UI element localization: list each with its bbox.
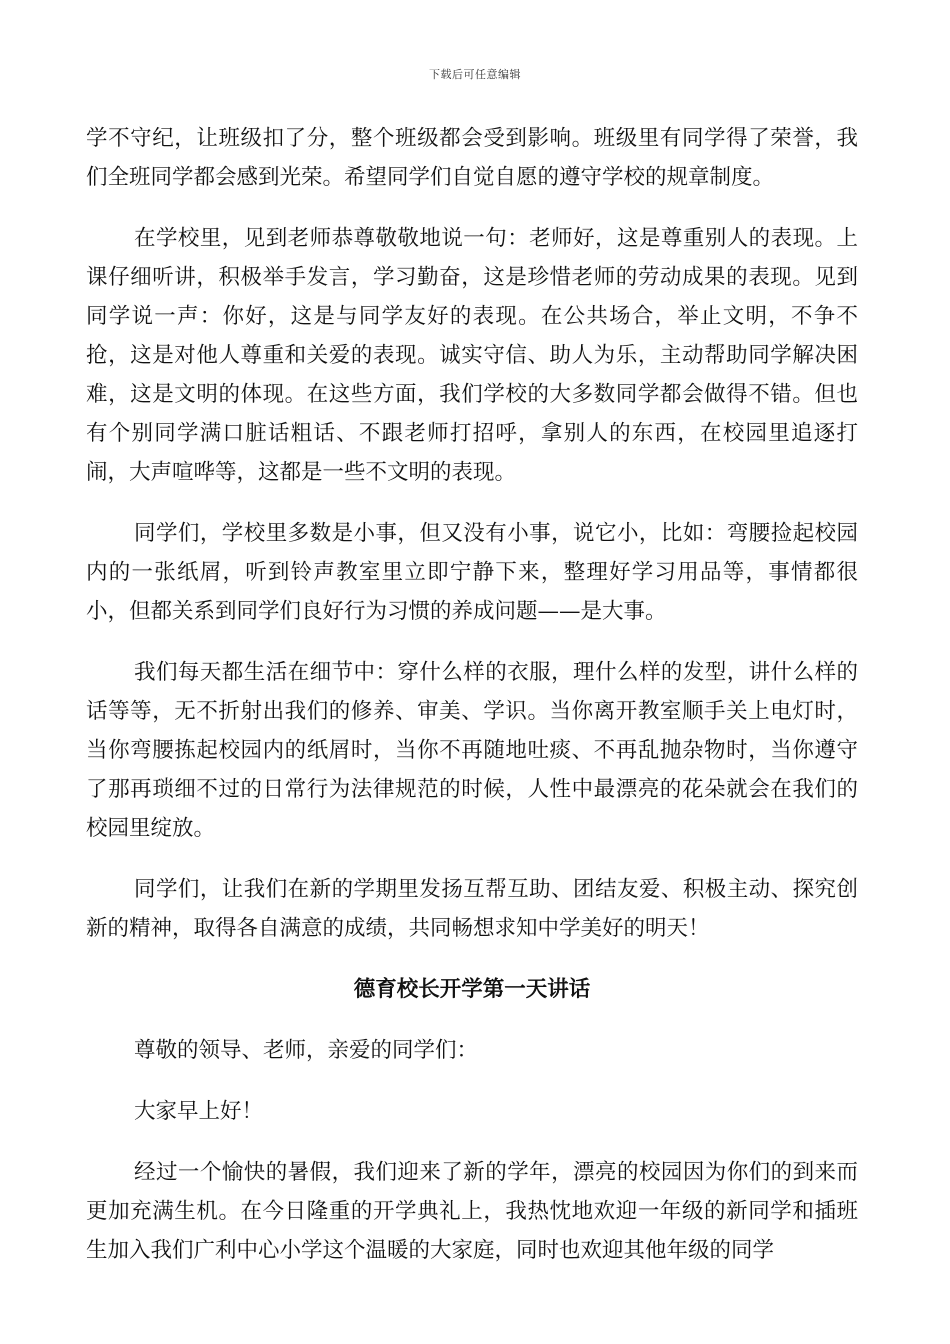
paragraph-8: 经过一个愉快的暑假，我们迎来了新的学年，漂亮的校园因为你们的到来而更加充满生机。在今日隆重的开学典礼上，我热忱地欢迎一年级的新同学和插班生加入我们广利中心小学这个温暖的大家庭，同时也欢迎其他年级的同学 <box>86 1160 858 1263</box>
document-body <box>86 119 858 1292</box>
paragraph-2: 在学校里，见到老师恭尊敬敬地说一句：老师好，这是尊重别人的表现。上课仔细听讲，积极举手发言，学习勤奋，这是珍惜老师的劳动成果的表现。见到同学说一声：你好，这是与同学友好的表现。在公共场合，举止文明，不争不抢，这是对他人尊重和关爱的表现。诚实守信、助人为乐，主动帮助同学解决困难，这是文明的体现。在这些方面，我们学校的大多数同学都会做得不错。但也有个别同学满口脏话粗话、不跟老师打招呼，拿别人的东西，在校园里追逐打闹，大声喧哗等，这都是一些不文明的表现。 <box>86 226 858 485</box>
section-title: 德育校长开学第一天讲话 <box>353 977 591 1002</box>
page-header-note: 下载后可任意编辑 <box>429 68 521 81</box>
paragraph-1: 学不守纪，让班级扣了分，整个班级都会受到影响。班级里有同学得了荣誉，我们全班同学都会感到光荣。希望同学们自觉自愿的遵守学校的规章制度。 <box>86 126 858 190</box>
salutation: 尊敬的领导、老师，亲爱的同学们： <box>134 1038 479 1063</box>
paragraph-3: 同学们，学校里多数是小事，但又没有小事，说它小，比如：弯腰捡起校园内的一张纸屑，听到铃声教室里立即宁静下来，整理好学习用品等，事情都很小，但都关系到同学们良好行为习惯的养成问题——是大事。 <box>86 521 858 624</box>
paragraph-5: 同学们，让我们在新的学期里发扬互帮互助、团结友爱、积极主动、探究创新的精神，取得各自满意的成绩，共同畅想求知中学美好的明天！ <box>86 877 858 941</box>
paragraph-4: 我们每天都生活在细节中：穿什么样的衣服，理什么样的发型，讲什么样的话等等，无不折射出我们的修养、审美、学识。当你离开教室顺手关上电灯时，当你弯腰拣起校园内的纸屑时，当你不再随地吐痰、不再乱抛杂物时，当你遵守了那再琐细不过的日常行为法律规范的时候，人性中最漂亮的花朵就会在我们的校园里绽放。 <box>86 660 858 841</box>
greeting: 大家早上好！ <box>134 1099 264 1124</box>
